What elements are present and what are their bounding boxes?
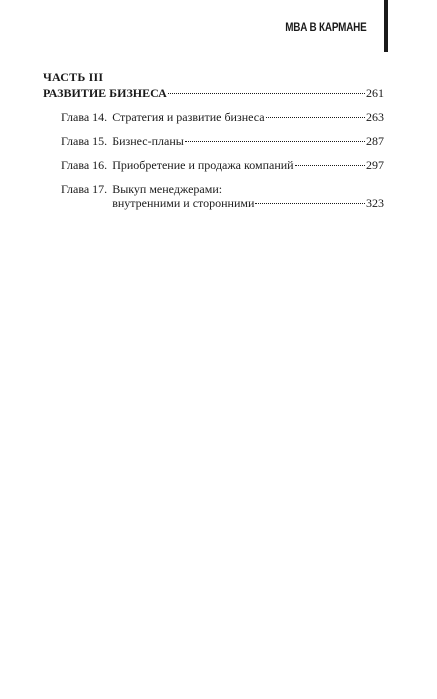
dot-leader [266,117,365,118]
chapter-entry-17 [61,182,384,210]
chapter-title: Бизнес-планы [112,134,184,148]
dot-leader [255,203,365,204]
part-label: ЧАСТЬ III [43,70,104,84]
dot-leader [168,93,365,94]
chapter-title: Стратегия и развитие бизнеса [112,110,265,124]
dot-leader [185,141,365,142]
chapter-title: Приобретение и продажа компаний [112,158,294,172]
header-bar [384,0,388,52]
chapter-entry-15 [61,134,384,148]
running-title: MBA В КАРМАНЕ [285,22,367,34]
chapter-entry-16 [61,158,384,172]
chapter-number: Глава 15. [61,134,108,148]
dot-leader [295,165,365,166]
chapter-page-number: 323 [366,196,384,210]
chapter-page-number: 287 [366,134,384,148]
part-entry [43,86,384,100]
chapter-title-line-2: внутренними и сторонними [112,196,255,210]
chapter-number: Глава 14. [61,110,108,124]
part-title: РАЗВИТИЕ БИЗНЕСА [43,86,167,100]
chapter-number: Глава 16. [61,158,108,172]
table-of-contents [43,70,384,210]
chapter-page-number: 263 [366,110,384,124]
chapter-title-line-1: Выкуп менеджерами: [112,182,223,196]
chapter-page-number: 297 [366,158,384,172]
part-page-number: 261 [366,86,384,100]
chapter-number: Глава 17. [61,182,108,196]
chapter-entry-14 [61,110,384,124]
